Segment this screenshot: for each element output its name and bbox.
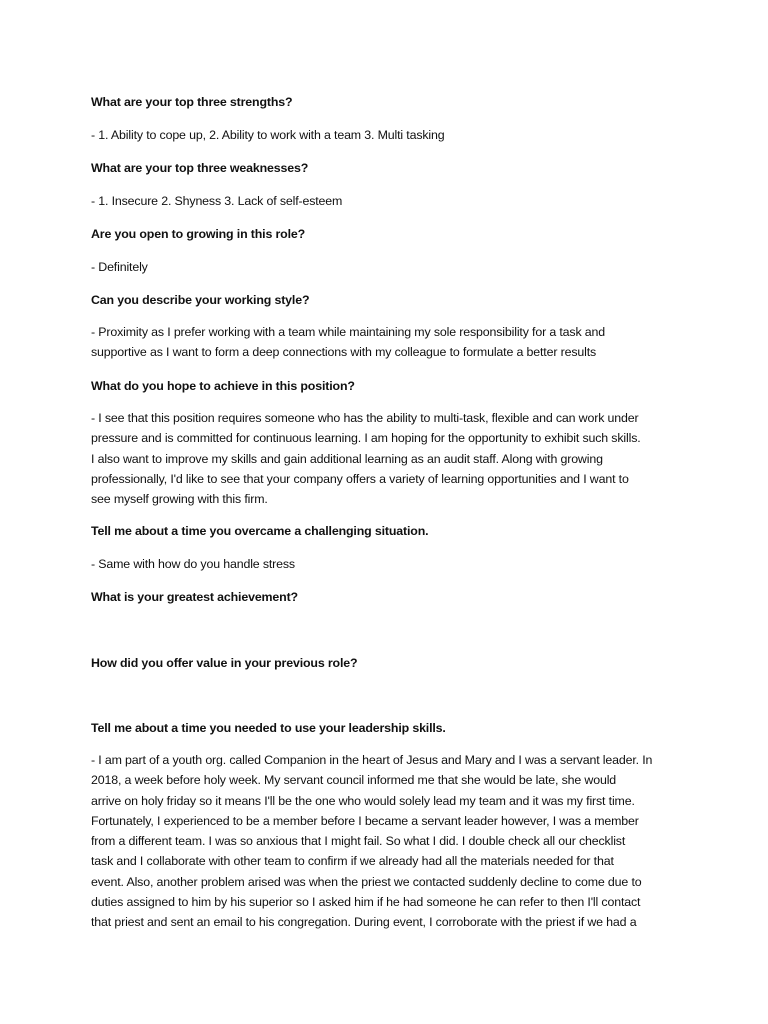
answer-leadership-skills: [91, 750, 691, 933]
answer-line: - I am part of a youth org. called Companion in the heart of Jesus and Mary and I was a servant leader. In: [91, 753, 653, 767]
answer-line: 2018, a week before holy week. My servant council informed me that she would be late, she would: [91, 773, 617, 788]
answer-line: supportive as I want to form a deep connections with my colleague to formulate a better results: [91, 345, 597, 360]
question-working-style: Can you describe your working style?: [91, 293, 310, 307]
question-leadership-skills: Tell me about a time you needed to use your leadership skills.: [91, 721, 446, 735]
answer-line: event. Also, another problem arised was when the priest we contacted suddenly decline to come due to: [91, 874, 642, 889]
answer-line: that priest and sent an email to his congregation. During event, I corroborate with the priest if we had a: [91, 915, 637, 930]
answer-line: I also want to improve my skills and gain additional learning as an audit staff. Along with growing: [91, 451, 603, 466]
question-challenging-situation: Tell me about a time you overcame a challenging situation.: [91, 524, 429, 538]
question-offer-value: How did you offer value in your previous role?: [91, 656, 358, 670]
question-open-to-growing: Are you open to growing in this role?: [91, 227, 306, 241]
question-strengths: What are your top three strengths?: [91, 95, 293, 109]
answer-line: professionally, I'd like to see that your company offers a variety of learning opportunities and I want to: [91, 471, 629, 486]
question-weaknesses: What are your top three weaknesses?: [91, 161, 309, 175]
answer-line: - Proximity as I prefer working with a team while maintaining my sole responsibility for a task and: [91, 325, 606, 339]
answer-strengths: - 1. Ability to cope up, 2. Ability to work with a team 3. Multi tasking: [91, 128, 445, 142]
question-greatest-achievement: What is your greatest achievement?: [91, 590, 298, 604]
question-hope-to-achieve: What do you hope to achieve in this position?: [91, 379, 355, 393]
answer-line: Fortunately, I experienced to be a member before I became a servant leader however, I was a member: [91, 813, 639, 828]
answer-line: arrive on holy friday so it means I'll be the one who would solely lead my team and it was my first time.: [91, 793, 635, 808]
answer-line: from a different team. I was so anxious that I might fail. So what I did. I double check all our checklist: [91, 834, 626, 849]
answer-line: duties assigned to him by his superior so I asked him if he had someone he can refer to then I'll contact: [91, 895, 641, 910]
answer-challenging-situation: - Same with how do you handle stress: [91, 557, 295, 571]
answer-line: - I see that this position requires someone who has the ability to multi-task, flexible and can work under: [91, 411, 639, 425]
answer-line: see myself growing with this firm.: [91, 492, 268, 507]
answer-weaknesses: - 1. Insecure 2. Shyness 3. Lack of self-esteem: [91, 194, 343, 208]
answer-line: pressure and is committed for continuous learning. I am hoping for the opportunity to exhibit such skills.: [91, 431, 641, 446]
answer-hope-to-achieve: [91, 408, 691, 509]
answer-working-style: [91, 322, 691, 363]
answer-open-to-growing: - Definitely: [91, 260, 148, 274]
answer-line: task and I collaborate with other team to confirm if we already had all the materials needed for that: [91, 854, 614, 869]
